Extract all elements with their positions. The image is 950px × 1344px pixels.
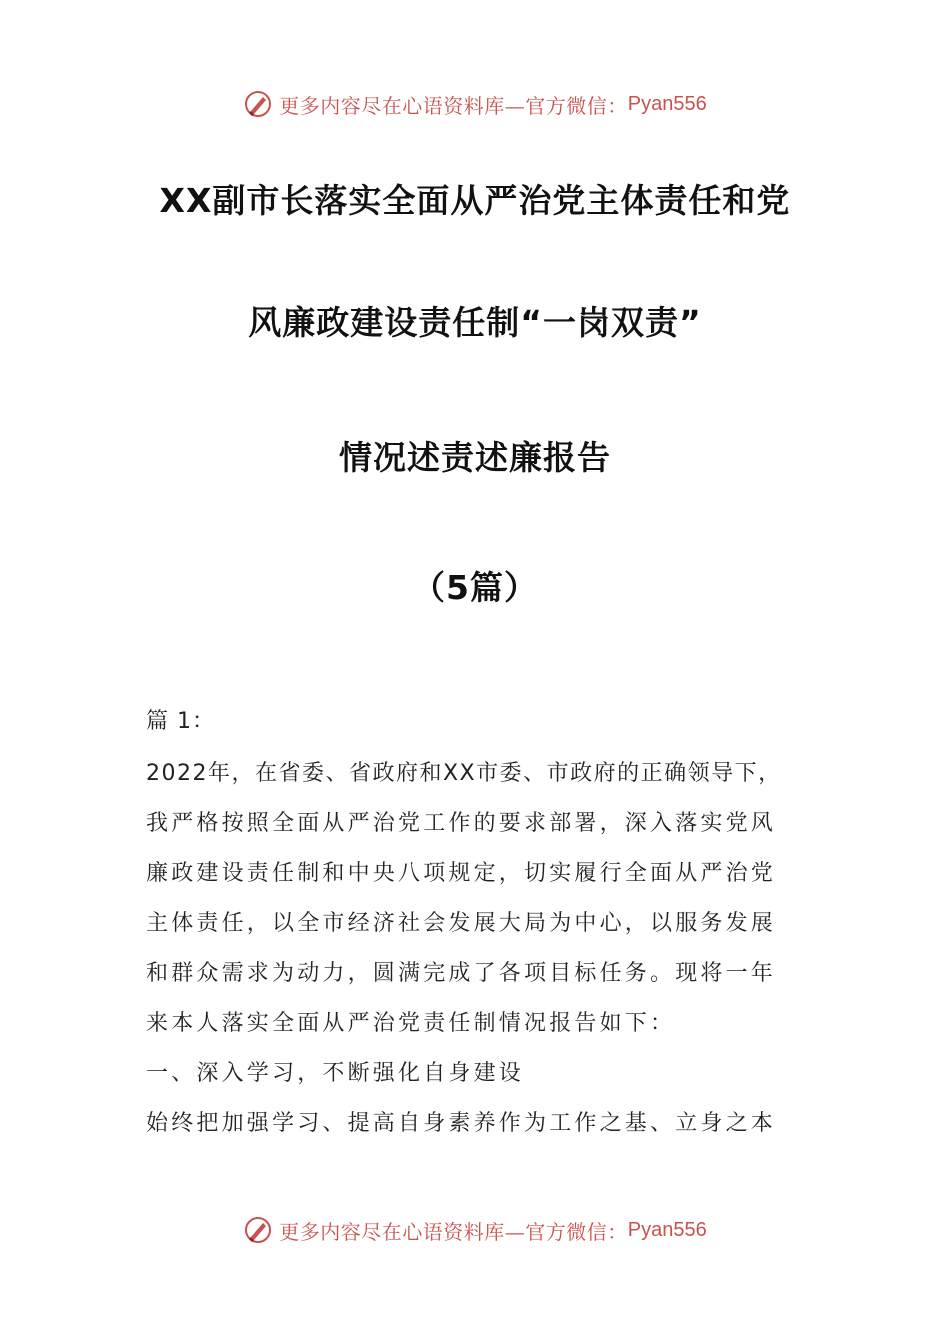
paragraph-line: 主体责任，以全市经济社会发展大局为中心，以服务发展 bbox=[146, 911, 777, 936]
document-title-line-1: XX副市长落实全面从严治党主体责任和党 bbox=[159, 181, 791, 220]
document-title-line-2: 风廉政建设责任制“一岗双责” bbox=[248, 303, 702, 342]
section-heading: 一、深入学习，不断强化自身建设 bbox=[146, 1061, 525, 1086]
watermark-banner-top bbox=[0, 84, 950, 124]
document-title-line-3: 情况述责述廉报告 bbox=[339, 438, 611, 477]
paragraph-line: 2022年，在省委、省政府和XX市委、市政府的正确领导下， bbox=[146, 761, 782, 786]
section-label: 篇 1： bbox=[146, 709, 215, 734]
paragraph-line: 始终把加强学习、提高自身素养作为工作之基、立身之本 bbox=[146, 1111, 777, 1136]
watermark-text: 更多内容尽在心语资料库—官方微信： bbox=[279, 93, 628, 118]
paragraph-line: 廉政建设责任制和中央八项规定，切实履行全面从严治党 bbox=[146, 861, 777, 886]
watermark-banner-bottom bbox=[0, 1210, 950, 1250]
paragraph-line: 我严格按照全面从严治党工作的要求部署，深入落实党风 bbox=[146, 811, 777, 836]
watermark-wechat-id: Pyan556 bbox=[627, 92, 707, 115]
paragraph-line: 来本人落实全面从严治党责任制情况报告如下： bbox=[146, 1011, 676, 1036]
pen-logo-icon bbox=[243, 89, 273, 119]
paragraph-line: 和群众需求为动力，圆满完成了各项目标任务。现将一年 bbox=[146, 961, 777, 986]
pen-logo-icon bbox=[243, 1215, 273, 1245]
document-subtitle-count: （5篇） bbox=[412, 568, 538, 607]
watermark-wechat-id: Pyan556 bbox=[627, 1218, 707, 1241]
watermark-text: 更多内容尽在心语资料库—官方微信： bbox=[279, 1219, 628, 1244]
